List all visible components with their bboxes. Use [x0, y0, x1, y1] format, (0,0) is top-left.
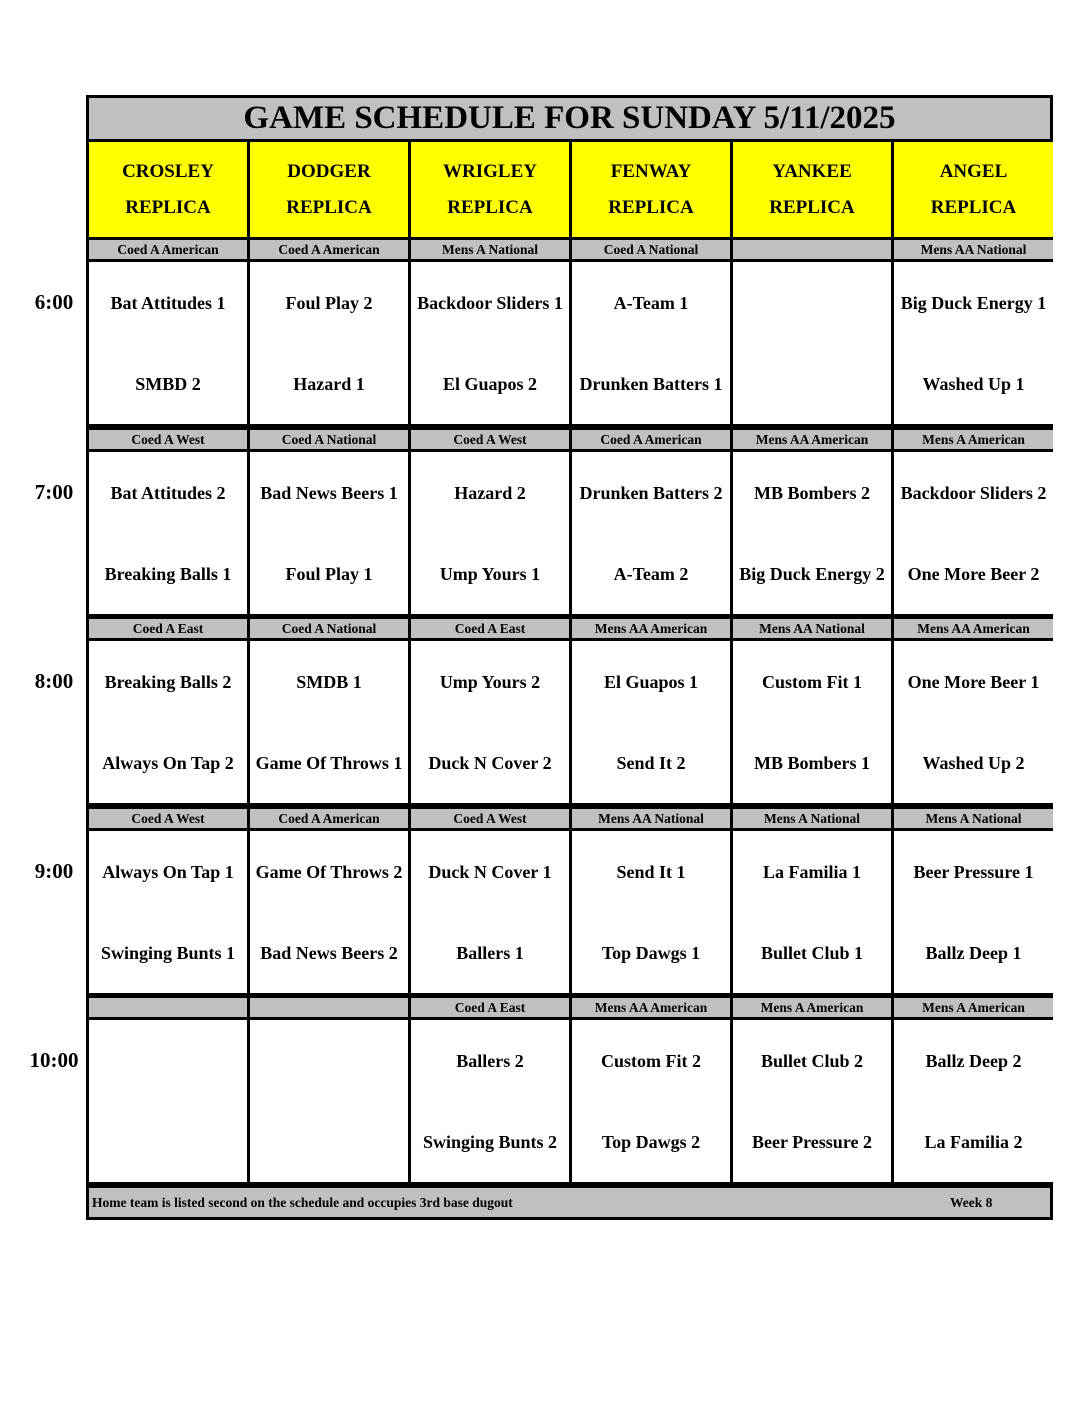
week-label: Week 8 [950, 1194, 993, 1210]
field-subtitle: REPLICA [608, 196, 694, 218]
away-team: Ballz Deep 2 [894, 1020, 1053, 1101]
home-team: Hazard 1 [250, 343, 408, 424]
away-team: Bat Attitudes 2 [89, 452, 247, 533]
division-label: Mens A National [894, 809, 1053, 828]
away-team [89, 1020, 247, 1101]
division-label: Coed A West [411, 430, 569, 449]
home-team: Send It 2 [572, 722, 730, 803]
home-team: Ballers 1 [411, 912, 569, 993]
home-team: Bad News Beers 2 [250, 912, 408, 993]
field-subtitle: REPLICA [125, 196, 211, 218]
field-subtitle: REPLICA [447, 196, 533, 218]
away-team: Bat Attitudes 1 [89, 262, 247, 343]
away-team: Foul Play 2 [250, 262, 408, 343]
away-team: Drunken Batters 2 [572, 452, 730, 533]
division-label: Coed A West [89, 430, 247, 449]
field-header [250, 142, 408, 237]
division-label: Coed A American [250, 240, 408, 259]
home-team: MB Bombers 1 [733, 722, 891, 803]
home-team: Swinging Bunts 2 [411, 1101, 569, 1182]
away-team [250, 1020, 408, 1101]
home-team: One More Beer 2 [894, 533, 1053, 614]
away-team: A-Team 1 [572, 262, 730, 343]
away-team: Ump Yours 2 [411, 641, 569, 722]
time-label: 9:00 [34, 859, 74, 883]
home-team: Beer Pressure 2 [733, 1101, 891, 1182]
division-label [89, 998, 247, 1017]
division-label: Coed A American [572, 430, 730, 449]
home-team [733, 343, 891, 424]
division-label: Mens A National [411, 240, 569, 259]
division-label: Mens AA American [572, 619, 730, 638]
away-team: El Guapos 1 [572, 641, 730, 722]
away-team: Breaking Balls 2 [89, 641, 247, 722]
field-header [89, 142, 247, 237]
home-team: Duck N Cover 2 [411, 722, 569, 803]
away-team: One More Beer 1 [894, 641, 1053, 722]
home-team: La Familia 2 [894, 1101, 1053, 1182]
division-label: Coed A American [89, 240, 247, 259]
home-team: Top Dawgs 1 [572, 912, 730, 993]
away-team: Duck N Cover 1 [411, 831, 569, 912]
away-team: Game Of Throws 2 [250, 831, 408, 912]
division-label: Coed A National [250, 619, 408, 638]
away-team: SMDB 1 [250, 641, 408, 722]
division-label: Mens AA National [894, 240, 1053, 259]
field-name: FENWAY [610, 160, 692, 182]
away-team: Backdoor Sliders 2 [894, 452, 1053, 533]
home-team: Washed Up 1 [894, 343, 1053, 424]
field-header [733, 142, 891, 237]
away-team: Ballers 2 [411, 1020, 569, 1101]
division-label: Coed A East [89, 619, 247, 638]
division-label: Mens AA American [894, 619, 1053, 638]
home-team: Top Dawgs 2 [572, 1101, 730, 1182]
division-label: Mens AA National [733, 619, 891, 638]
field-subtitle: REPLICA [930, 196, 1017, 218]
division-label: Coed A West [411, 809, 569, 828]
division-label: Coed A American [250, 809, 408, 828]
home-team: Swinging Bunts 1 [89, 912, 247, 993]
field-name: ANGEL [939, 160, 1008, 182]
division-label: Coed A East [411, 998, 569, 1017]
division-label: Mens A American [894, 998, 1053, 1017]
division-label [250, 998, 408, 1017]
home-team: Ump Yours 1 [411, 533, 569, 614]
field-header [572, 142, 730, 237]
away-team: Backdoor Sliders 1 [411, 262, 569, 343]
away-team: Custom Fit 1 [733, 641, 891, 722]
field-subtitle: REPLICA [769, 196, 855, 218]
division-label: Coed A National [250, 430, 408, 449]
home-team [250, 1101, 408, 1182]
footer-bar [89, 1188, 1050, 1217]
away-team: Bad News Beers 1 [250, 452, 408, 533]
away-team: Custom Fit 2 [572, 1020, 730, 1101]
home-team: Ballz Deep 1 [894, 912, 1053, 993]
home-team [89, 1101, 247, 1182]
away-team: MB Bombers 2 [733, 452, 891, 533]
time-label: 8:00 [34, 669, 74, 693]
home-team: Game Of Throws 1 [250, 722, 408, 803]
division-label: Coed A National [572, 240, 730, 259]
division-label: Coed A East [411, 619, 569, 638]
away-team: Hazard 2 [411, 452, 569, 533]
home-team: SMBD 2 [89, 343, 247, 424]
away-team: Send It 1 [572, 831, 730, 912]
time-label: 10:00 [29, 1048, 79, 1072]
division-label [733, 240, 891, 259]
away-team [733, 262, 891, 343]
home-team: Breaking Balls 1 [89, 533, 247, 614]
division-label: Mens AA National [572, 809, 730, 828]
home-team: Bullet Club 1 [733, 912, 891, 993]
field-name: YANKEE [772, 160, 852, 182]
home-team: Foul Play 1 [250, 533, 408, 614]
time-label: 6:00 [34, 290, 74, 314]
field-subtitle: REPLICA [286, 196, 372, 218]
home-team: Big Duck Energy 2 [733, 533, 891, 614]
division-label: Mens AA American [572, 998, 730, 1017]
field-name: DODGER [287, 160, 371, 182]
time-label: 7:00 [34, 480, 74, 504]
field-header [894, 142, 1053, 237]
away-team: Bullet Club 2 [733, 1020, 891, 1101]
division-label: Mens AA American [733, 430, 891, 449]
home-team: El Guapos 2 [411, 343, 569, 424]
field-name: CROSLEY [122, 160, 214, 182]
home-team: A-Team 2 [572, 533, 730, 614]
away-team: Beer Pressure 1 [894, 831, 1053, 912]
division-label: Mens A American [733, 998, 891, 1017]
division-label: Mens A National [733, 809, 891, 828]
home-team: Always On Tap 2 [89, 722, 247, 803]
division-label: Coed A West [89, 809, 247, 828]
field-name: WRIGLEY [443, 160, 537, 182]
division-label: Mens A American [894, 430, 1053, 449]
schedule-table [86, 95, 1053, 1220]
away-team: Always On Tap 1 [89, 831, 247, 912]
field-header [411, 142, 569, 237]
away-team: Big Duck Energy 1 [894, 262, 1053, 343]
page-title: GAME SCHEDULE FOR SUNDAY 5/11/2025 [89, 98, 1050, 139]
away-team: La Familia 1 [733, 831, 891, 912]
home-team: Drunken Batters 1 [572, 343, 730, 424]
home-team: Washed Up 2 [894, 722, 1053, 803]
footer-note: Home team is listed second on the schedule and occupies 3rd base dugout [92, 1194, 513, 1210]
